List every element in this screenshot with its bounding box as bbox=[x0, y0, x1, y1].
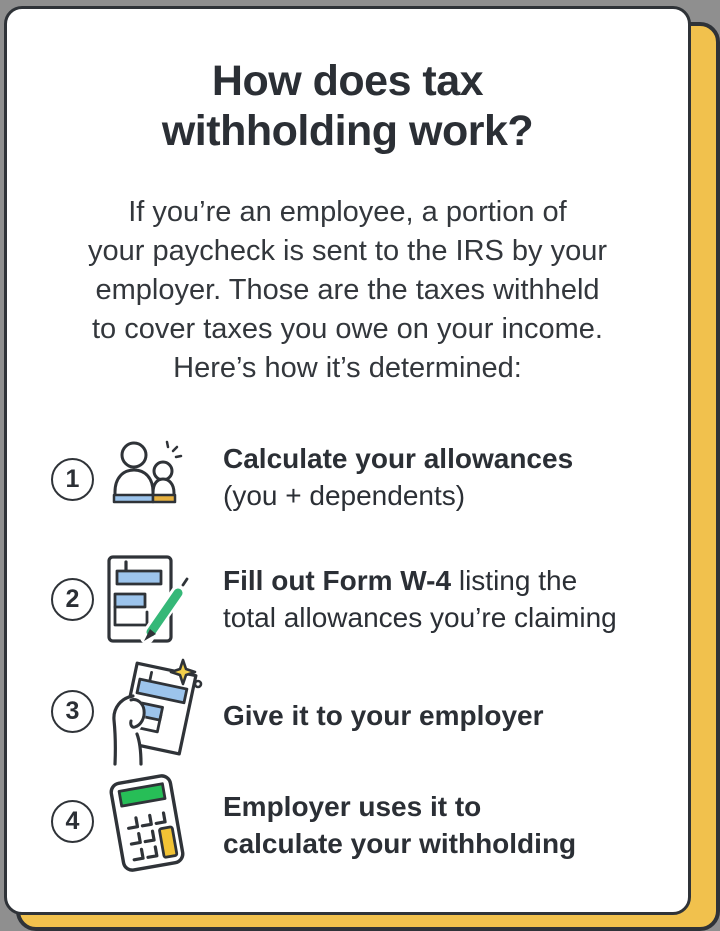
page-title bbox=[7, 56, 688, 156]
intro-line: Here’s how it’s determined: bbox=[173, 352, 522, 384]
step-1-text bbox=[223, 440, 573, 514]
step-1-line-1 bbox=[223, 440, 573, 477]
intro-line: employer. Those are the taxes withheld bbox=[95, 274, 600, 306]
title-line-1: How does tax bbox=[211, 57, 484, 105]
step-number: 2 bbox=[65, 585, 80, 613]
step-4-line-2: calculate your withholding bbox=[223, 828, 577, 859]
step-4-number-badge bbox=[51, 800, 94, 843]
hand-giving-form-icon bbox=[95, 654, 207, 774]
step-3-number-badge bbox=[51, 690, 94, 733]
step-number: 1 bbox=[65, 465, 80, 493]
step-text-bold: Employer uses it to bbox=[223, 791, 482, 822]
step-text-rest: listing the bbox=[451, 565, 578, 596]
intro-line: If you’re an employee, a portion of bbox=[128, 196, 567, 228]
step-2-line-2: total allowances you’re claiming bbox=[223, 602, 617, 633]
step-4-text bbox=[223, 788, 576, 862]
step-2-number-badge bbox=[51, 578, 94, 621]
step-2-line-1 bbox=[223, 562, 617, 599]
step-text-bold: Fill out Form W-4 bbox=[223, 565, 452, 596]
step-number: 3 bbox=[65, 697, 80, 725]
step-3-text bbox=[223, 697, 544, 734]
step-text-bold: Give it to your employer bbox=[223, 700, 544, 731]
step-text-bold: Calculate your allowances bbox=[223, 443, 574, 474]
step-1-line-2: (you + dependents) bbox=[223, 480, 466, 511]
calculator-icon bbox=[97, 767, 197, 879]
step-4-line-1 bbox=[223, 788, 576, 825]
step-3-line-1 bbox=[223, 697, 544, 734]
family-allowances-icon bbox=[107, 439, 183, 519]
title-line-2: withholding work? bbox=[161, 107, 534, 155]
intro-line: to cover taxes you owe on your income. bbox=[92, 313, 603, 345]
step-2-text bbox=[223, 562, 617, 636]
intro-line: your paycheck is sent to the IRS by your bbox=[87, 235, 608, 267]
form-w4-pen-icon bbox=[99, 552, 203, 648]
step-1-number-badge bbox=[51, 458, 94, 501]
step-number: 4 bbox=[65, 807, 80, 835]
intro-paragraph bbox=[7, 193, 688, 388]
infographic-card bbox=[4, 6, 691, 915]
